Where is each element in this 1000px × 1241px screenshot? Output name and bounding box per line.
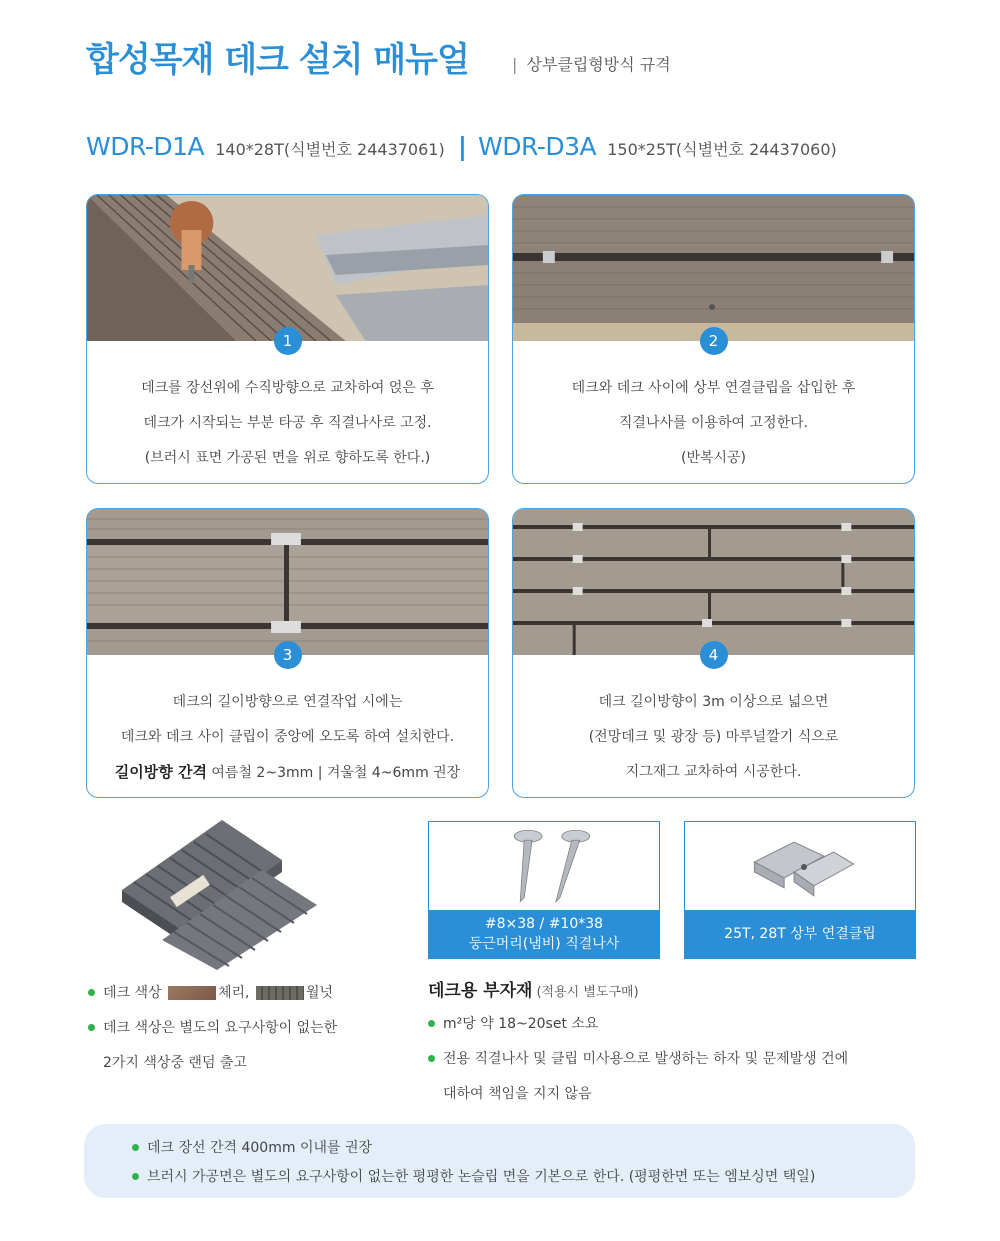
screw-caption [429,910,659,958]
model-separator: | [457,132,467,161]
bullet-dot-icon [132,1144,139,1151]
accessories-title [428,976,848,1001]
bullet-dot-icon [88,989,95,996]
step-4-line-1: 데크 길이방향이 3m 이상으로 넓으면 [598,694,829,710]
screw-accessory-card [428,821,660,959]
walnut-label: 월넛 [305,985,334,1001]
accessories-item-2-cont: 대하여 책임을 지지 않음 [443,1086,592,1102]
deck-color-info [88,976,337,1081]
model-b-code: WDR-D3A [478,132,597,161]
step-2-number: 2 [700,327,728,355]
accessories-title-text: 데크용 부자재 [428,981,533,1001]
step-1-line-1: 데크를 장선위에 수직방향으로 교차하여 얹은 후 [141,380,434,396]
bullet-dot-icon [88,1024,95,1031]
deck-sample-photo [112,820,322,970]
step-4-line-2: (전망데크 및 광장 등) 마루널깔기 식으로 [588,729,839,745]
deck-color-line [88,976,337,1011]
step-3-line-2: 데크와 데크 사이 클립이 중앙에 오도록 하여 설치한다. [120,729,455,745]
step-3-text [87,685,488,791]
step-1-line-3: (브러시 표면 가공된 면을 위로 향하도록 한다.) [144,450,431,466]
step-3-line-1: 데크의 길이방향으로 연결작업 시에는 [172,694,403,710]
step-4-photo [513,509,914,655]
footer-note-2 [132,1163,915,1192]
subtitle-text: 상부클립형방식 규격 [526,55,671,74]
accessories-item-1 [428,1007,848,1042]
screw-caption-type: 둥근머리(냄비) 직결나사 [468,936,620,952]
bullet-dot-icon [428,1055,435,1062]
step-card-2 [512,194,915,484]
screw-image [429,822,659,910]
clip-caption-text: 25T, 28T 상부 연결클립 [724,926,876,942]
deck-color-label: 데크 색상 [103,985,162,1001]
accessories-item-2-text: 전용 직결나사 및 클립 미사용으로 발생하는 하자 및 문제발생 건에 [443,1051,849,1067]
deck-color-note-line-1 [88,1011,337,1046]
step-2-line-3: (반복시공) [680,450,747,466]
clip-accessory-card [684,821,916,959]
step-1-line-2: 데크가 시작되는 부분 타공 후 직결나사로 고정. [143,415,432,431]
page-title: 합성목재 데크 설치 매뉴얼 [86,40,469,80]
step-4-text [513,685,914,790]
step-1-photo [87,195,488,341]
step-3-number: 3 [274,641,302,669]
step-card-1 [86,194,489,484]
page-subtitle [512,52,671,75]
step-3-gap-text: 여름철 2~3mm | 겨울철 4~6mm 권장 [211,765,461,781]
step-3-gap-line [87,755,488,791]
step-1-number: 1 [274,327,302,355]
step-3-photo [87,509,488,655]
step-card-4 [512,508,915,798]
step-2-photo [513,195,914,341]
bullet-dot-icon [132,1173,139,1180]
deck-color-note-1: 데크 색상은 별도의 요구사항이 없는한 [103,1020,338,1036]
model-a-code: WDR-D1A [86,132,205,161]
screw-caption-size: #8×38 / #10*38 [484,916,604,932]
accessories-item-2 [428,1042,848,1077]
cherry-swatch [168,986,216,1000]
step-4-line-3: 지그재그 교차하여 시공한다. [625,764,802,780]
bullet-dot-icon [428,1020,435,1027]
step-3-gap-label: 길이방향 간격 [114,763,207,781]
step-2-line-2: 직결나사를 이용하여 고정한다. [618,415,809,431]
cherry-label: 체리, [218,985,250,1001]
deck-color-note-2: 2가지 색상중 랜덤 출고 [103,1055,247,1071]
walnut-swatch [256,986,304,1000]
accessories-list [428,1007,848,1112]
model-specs [86,132,845,161]
footer-notes [84,1124,915,1198]
model-a-spec: 140*28T(식별번호 24437061) [215,140,445,159]
accessories-item-1-text: m²당 약 18~20set 소요 [443,1016,599,1032]
accessories-section [428,976,848,1112]
model-b-spec: 150*25T(식별번호 24437060) [607,140,837,159]
accessories-title-note: (적용시 별도구매) [536,985,639,1000]
step-4-number: 4 [700,641,728,669]
clip-image [685,822,915,910]
footer-note-1 [132,1134,915,1163]
subtitle-separator: | [512,55,518,74]
step-1-text [87,371,488,476]
footer-note-1-text: 데크 장선 간격 400mm 이내를 권장 [147,1140,373,1156]
clip-caption [685,910,915,958]
footer-note-2-text: 브러시 가공면은 별도의 요구사항이 없는한 평평한 논슬립 면을 기본으로 한다. (평평한면 또는 엠보싱면 택일) [147,1169,816,1185]
step-2-text [513,371,914,476]
step-2-line-1: 데크와 데크 사이에 상부 연결클립을 삽입한 후 [571,380,856,396]
step-card-3 [86,508,489,798]
